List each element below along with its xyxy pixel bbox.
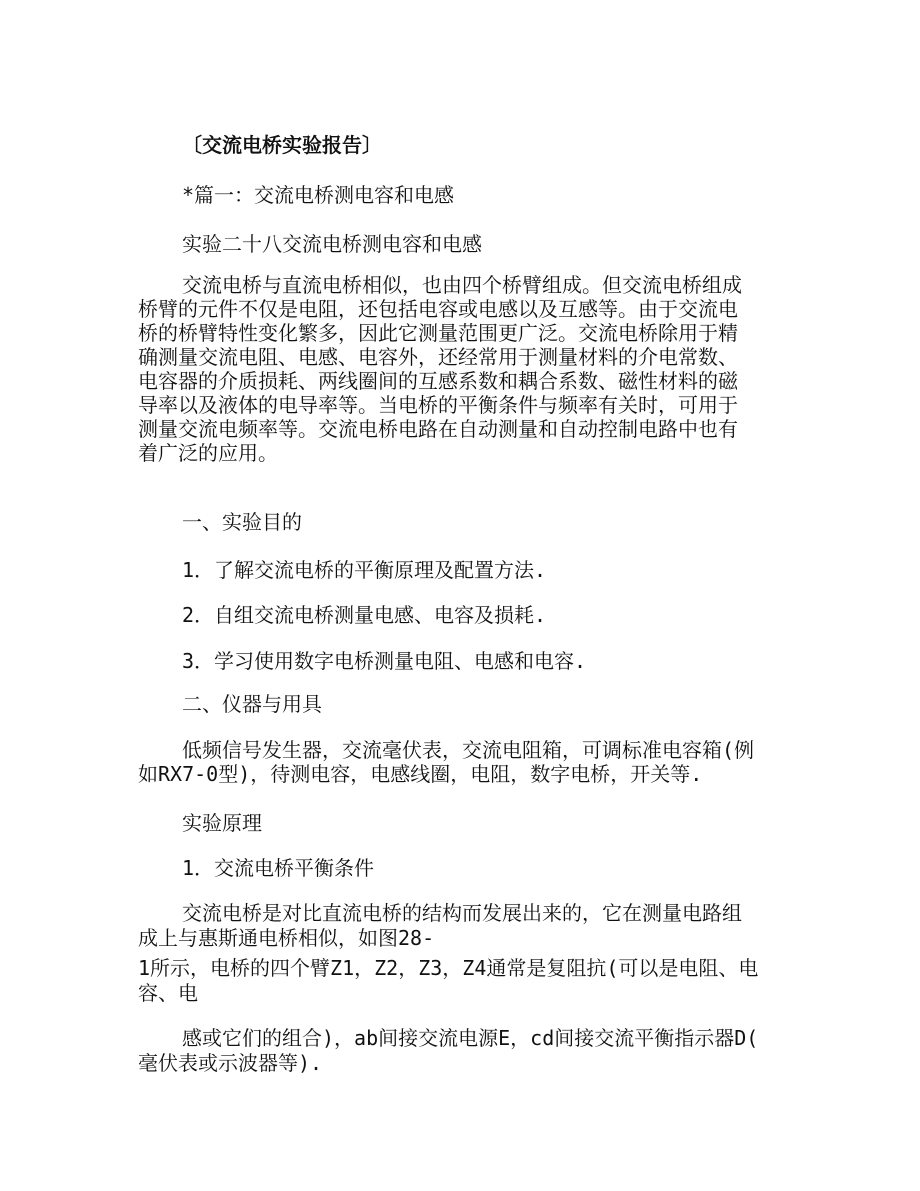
- document-subtitle: *篇一：交流电桥测电容和电感: [182, 183, 455, 207]
- principle-cont-line: 感或它们的组合)，ab间接交流电源E，cd间接交流平衡指示器D(: [182, 1026, 759, 1050]
- intro-line: 导率以及液体的电导率等。当电桥的平衡条件与频率有关时，可用于: [138, 393, 738, 417]
- intro-line: 着广泛的应用。: [138, 441, 278, 465]
- section-heading-equipment: 二、仪器与用具: [182, 692, 322, 716]
- principle-line: 容、电: [138, 981, 198, 1005]
- intro-line: 交流电桥与直流电桥相似，也由四个桥臂组成。但交流电桥组成: [182, 273, 742, 297]
- principle-heading: 实验原理: [182, 811, 262, 835]
- intro-line: 桥的桥臂特性变化繁多，因此它测量范围更广泛。交流电桥除用于精: [138, 321, 738, 345]
- experiment-title: 实验二十八交流电桥测电容和电感: [182, 232, 482, 256]
- section-heading-objectives: 一、实验目的: [182, 510, 302, 534]
- equipment-line: 低频信号发生器，交流毫伏表，交流电阻箱，可调标准电容箱(例: [182, 738, 755, 762]
- principle-line: 交流电桥是对比直流电桥的结构而发展出来的，它在测量电路组: [182, 901, 742, 925]
- principle-line: 成上与惠斯通电桥相似，如图28-: [138, 926, 435, 950]
- intro-line: 桥臂的元件不仅是电阻，还包括电容或电感以及互感等。由于交流电: [138, 297, 738, 321]
- principle-line: 1所示，电桥的四个臂Z1，Z2，Z3，Z4通常是复阻抗(可以是电阻、电: [138, 956, 759, 980]
- intro-line: 确测量交流电阻、电感、电容外，还经常用于测量材料的介电常数、: [138, 345, 738, 369]
- intro-line: 电容器的介质损耗、两线圈间的互感系数和耦合系数、磁性材料的磁: [138, 369, 738, 393]
- document-title: 〔交流电桥实验报告〕: [182, 133, 382, 157]
- principle-subheading: 1．交流电桥平衡条件: [182, 856, 375, 880]
- equipment-line: 如RX7-0型)，待测电容，电感线圈，电阻，数字电桥，开关等.: [138, 762, 703, 786]
- intro-line: 测量交流电频率等。交流电桥电路在自动测量和自动控制电路中也有: [138, 417, 738, 441]
- objective-item: 1．了解交流电桥的平衡原理及配置方法.: [182, 558, 547, 582]
- objective-item: 3．学习使用数字电桥测量电阻、电感和电容.: [182, 649, 587, 673]
- principle-cont-line: 毫伏表或示波器等).: [138, 1051, 323, 1075]
- objective-item: 2．自组交流电桥测量电感、电容及损耗.: [182, 603, 547, 627]
